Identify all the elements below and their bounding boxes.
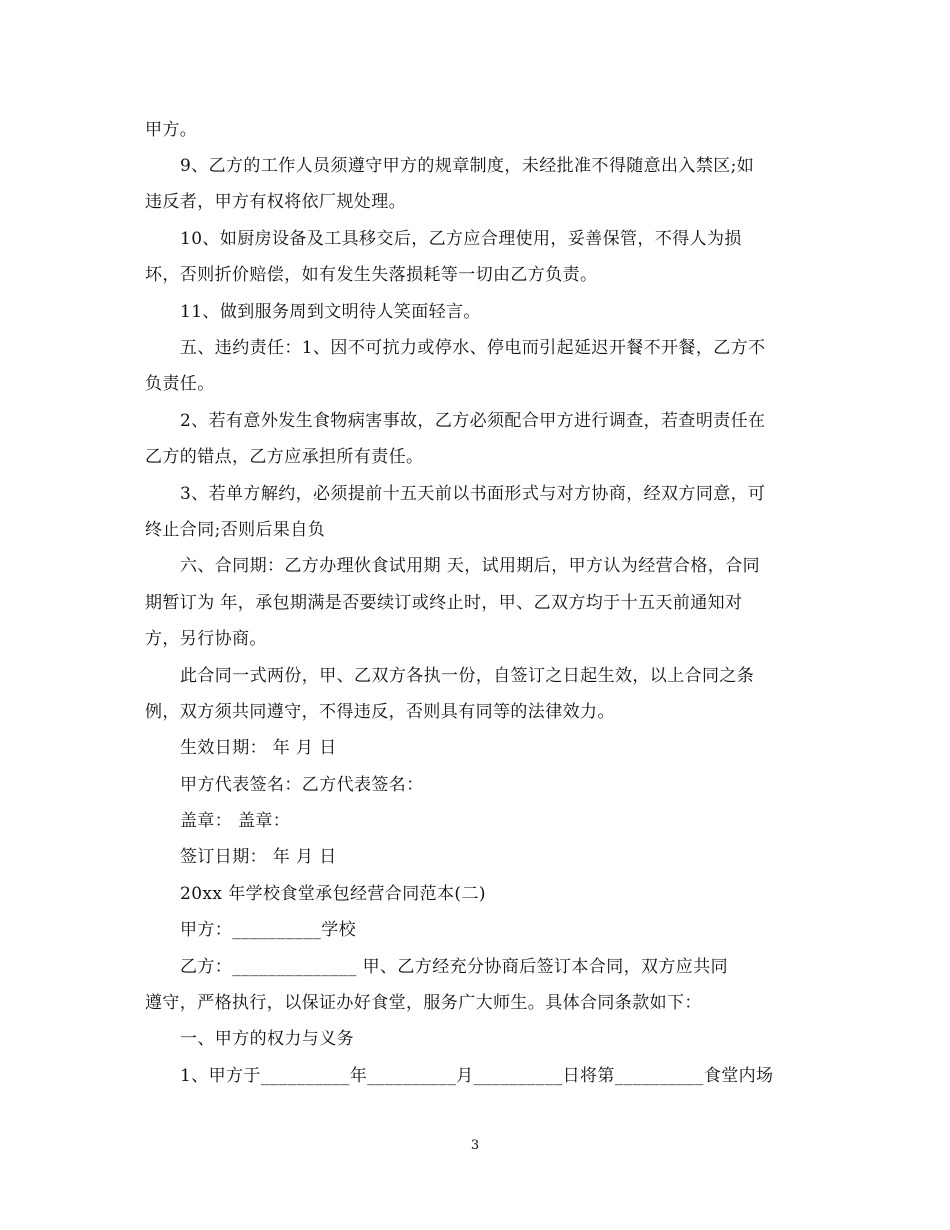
text-line: 签订日期： 年 月 日 <box>180 847 337 867</box>
text-line: 五、违约责任：1、因不可抗力或停水、停电而引起延迟开餐不开餐，乙方不 <box>180 338 766 358</box>
text-line: 1、甲方于__________年__________月__________日将第__________食堂内场 <box>180 1066 774 1086</box>
text-line: 乙方：______________ 甲、乙方经充分协商后签订本合同，双方应共同 <box>180 957 729 977</box>
text-line: 终止合同;否则后果自负 <box>145 520 326 540</box>
page-number: 3 <box>470 1138 480 1153</box>
text-line: 六、合同期：乙方办理伙食试用期 天，试用期后，甲方认为经营合格，合同 <box>180 556 761 576</box>
text-line: 违反者，甲方有权将依厂规处理。 <box>145 192 406 212</box>
section-title: 20xx 年学校食堂承包经营合同范本(二) <box>180 884 486 904</box>
text-line: 期暂订为 年，承包期满是否要续订或终止时，甲、乙双方均于十五天前通知对 <box>145 593 743 613</box>
text-line: 9、乙方的工作人员须遵守甲方的规章制度，未经批准不得随意出入禁区;如 <box>180 156 755 176</box>
text-line: 10、如厨房设备及工具移交后，乙方应合理使用，妥善保管，不得人为损 <box>180 229 742 249</box>
text-line: 甲方：__________学校 <box>180 920 356 940</box>
text-line: 此合同一式两份，甲、乙双方各执一份，自签订之日起生效，以上合同之条 <box>180 666 755 686</box>
text-line: 3、若单方解约，必须提前十五天前以书面形式与对方协商，经双方同意，可 <box>180 484 766 504</box>
text-line: 例，双方须共同遵守，不得违反，否则具有同等的法律效力。 <box>145 702 615 722</box>
text-line: 2、若有意外发生食物病害事故，乙方必须配合甲方进行调查，若查明责任在 <box>180 411 766 431</box>
text-line: 负责任。 <box>145 374 215 394</box>
text-line: 乙方的错点，乙方应承担所有责任。 <box>145 447 424 467</box>
text-line: 甲方。 <box>145 120 198 140</box>
text-line: 方，另行协商。 <box>145 629 267 649</box>
text-line: 11、做到服务周到文明待人笑面轻言。 <box>180 302 481 322</box>
text-line: 坏，否则折价赔偿，如有发生失落损耗等一切由乙方负责。 <box>145 265 598 285</box>
text-line: 盖章： 盖章： <box>180 811 291 831</box>
text-line: 遵守，严格执行，以保证办好食堂，服务广大师生。具体合同条款如下： <box>145 993 702 1013</box>
text-line: 生效日期： 年 月 日 <box>180 738 337 758</box>
text-line: 甲方代表签名：乙方代表签名： <box>180 775 424 795</box>
text-line: 一、甲方的权力与义务 <box>180 1029 354 1049</box>
